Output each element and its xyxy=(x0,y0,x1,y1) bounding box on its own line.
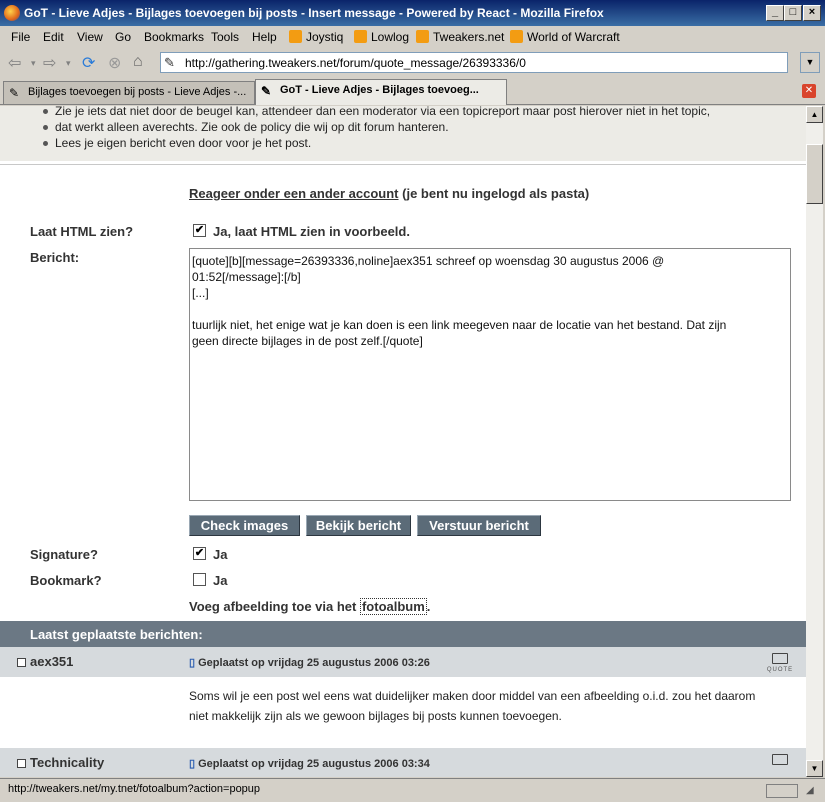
post-date xyxy=(189,757,430,770)
maximize-button[interactable]: □ xyxy=(784,5,802,21)
quote-button[interactable] xyxy=(766,754,794,768)
photo-album-row xyxy=(189,599,430,614)
posting-rules xyxy=(0,106,806,161)
rss-icon xyxy=(510,30,523,43)
tab-label: Bijlages toevoegen bij posts - Lieve Adjes -... xyxy=(28,86,247,98)
menu-go[interactable]: Go xyxy=(115,30,132,44)
preview-message-button[interactable]: Bekijk bericht xyxy=(306,515,411,536)
post-date-text: Geplaatst op vrijdag 25 augustus 2006 03:34 xyxy=(198,758,430,770)
rule-text: Lees je eigen bericht even door voor je het post. xyxy=(55,136,312,150)
bookmark-option-label: Ja xyxy=(213,573,228,588)
html-checkbox[interactable]: ✔ xyxy=(194,224,205,236)
rule-item xyxy=(55,136,311,151)
rule-item-continued xyxy=(55,120,449,135)
tab-bijlages[interactable] xyxy=(3,81,255,104)
signature-option-label: Ja xyxy=(213,547,228,562)
scroll-down-icon[interactable]: ▼ xyxy=(806,760,823,777)
rule-text: Zie je iets dat niet door de beugel kan, attendeer dan een moderator via een topicreport maar post hierover niet in het topic, xyxy=(55,106,711,118)
bookmark-label: Joystiq xyxy=(306,30,344,44)
post-body: Soms wil je een post wel eens wat duidelijker maken door middel van een afbeelding o.i.d. zou het daarom niet makkelijk zijn als we gewoon bijlages bij posts kunnen toevoegen. xyxy=(189,689,756,723)
firefox-icon xyxy=(4,5,20,21)
html-label: Laat HTML zien? xyxy=(30,224,134,239)
recent-posts-title: Laatst geplaatste berichten: xyxy=(30,627,203,642)
bookmark-wow[interactable] xyxy=(510,30,620,44)
account-row xyxy=(189,186,589,201)
menu-view[interactable]: View xyxy=(77,30,103,44)
menu-file[interactable]: File xyxy=(11,30,31,44)
url-text: http://gathering.tweakers.net/forum/quote_message/26393336/0 xyxy=(185,56,526,70)
vertical-scrollbar[interactable] xyxy=(806,106,823,777)
send-message-button[interactable]: Verstuur bericht xyxy=(417,515,541,536)
bookmark-tweakers[interactable] xyxy=(416,30,504,44)
tab-favicon-icon: ✎ xyxy=(9,86,20,100)
collapse-icon[interactable] xyxy=(17,658,26,667)
bookmark-label: World of Warcraft xyxy=(527,30,620,44)
url-bar[interactable] xyxy=(160,52,788,73)
quote-label: QUOTE xyxy=(766,667,794,673)
bookmark-lowlog[interactable] xyxy=(354,30,409,44)
scroll-thumb[interactable] xyxy=(806,144,823,204)
status-panel xyxy=(766,784,798,798)
close-tab-icon[interactable]: ✕ xyxy=(802,84,816,98)
tab-label: GoT - Lieve Adjes - Bijlages toevoeg... xyxy=(280,84,479,96)
html-option-label: Ja, laat HTML zien in voorbeeld. xyxy=(213,224,410,239)
forward-arrow-icon[interactable]: ⇨ xyxy=(43,55,57,72)
bookmark-joystiq[interactable] xyxy=(289,30,343,44)
bookmark-label: Lowlog xyxy=(371,30,410,44)
menu-edit[interactable]: Edit xyxy=(43,30,64,44)
message-label: Bericht: xyxy=(30,250,80,265)
signature-checkbox[interactable]: ✔ xyxy=(194,547,205,559)
tab-favicon-icon: ✎ xyxy=(261,84,272,98)
post-date xyxy=(189,656,430,669)
tab-bar xyxy=(0,79,825,105)
post-author[interactable]: Technicality xyxy=(30,755,105,770)
status-text: http://tweakers.net/my.tnet/fotoalbum?action=popup xyxy=(8,783,261,795)
back-dropdown-icon[interactable]: ▾ xyxy=(31,58,36,68)
album-text: Voeg afbeelding toe via het xyxy=(189,599,357,614)
home-icon[interactable]: ⌂ xyxy=(133,53,143,70)
minimize-button[interactable]: _ xyxy=(766,5,784,21)
quote-icon xyxy=(772,653,788,664)
menu-bookmarks[interactable]: Bookmarks xyxy=(144,30,205,44)
stop-icon[interactable]: ⊗ xyxy=(108,55,122,72)
post-icon: ▯ xyxy=(189,657,196,669)
quote-icon xyxy=(772,754,788,765)
status-bar xyxy=(0,778,825,802)
rule-item xyxy=(55,106,710,119)
album-period: . xyxy=(426,599,431,614)
rss-icon xyxy=(416,30,429,43)
url-dropdown-icon[interactable]: ▼ xyxy=(800,52,820,73)
check-images-button[interactable]: Check images xyxy=(189,515,300,536)
divider xyxy=(0,164,806,165)
bookmark-label: Bookmark? xyxy=(30,573,102,588)
resize-grip-icon[interactable]: ◢ xyxy=(806,785,814,796)
other-account-link[interactable]: Reageer onder een ander account xyxy=(189,186,399,201)
window-titlebar xyxy=(0,0,825,26)
rss-icon xyxy=(289,30,302,43)
back-arrow-icon[interactable]: ⇦ xyxy=(8,55,22,72)
rss-icon xyxy=(354,30,367,43)
close-button[interactable]: × xyxy=(803,5,821,21)
bookmark-label: Tweakers.net xyxy=(433,30,505,44)
photo-album-link[interactable]: fotoalbum xyxy=(361,599,425,614)
signature-label: Signature? xyxy=(30,547,98,562)
post-header xyxy=(0,647,806,677)
site-favicon-icon: ✎ xyxy=(164,55,175,70)
forward-dropdown-icon[interactable]: ▾ xyxy=(66,58,71,68)
scroll-up-icon[interactable]: ▲ xyxy=(806,106,823,123)
reload-icon[interactable]: ⟳ xyxy=(82,55,96,72)
menu-tools[interactable]: Tools xyxy=(211,30,240,44)
collapse-icon[interactable] xyxy=(17,759,26,768)
window-title: GoT - Lieve Adjes - Bijlages toevoegen bij posts - Insert message - Powered by React - Mozilla Firefox xyxy=(24,6,604,20)
post-date-text: Geplaatst op vrijdag 25 augustus 2006 03:26 xyxy=(198,657,430,669)
post-author[interactable]: aex351 xyxy=(30,654,74,669)
menu-help[interactable]: Help xyxy=(252,30,277,44)
post-header xyxy=(0,748,806,777)
post-icon: ▯ xyxy=(189,758,196,770)
tab-insert-message[interactable] xyxy=(255,79,507,105)
bookmark-checkbox[interactable] xyxy=(193,573,206,586)
message-textarea[interactable]: [quote][b][message=26393336,noline]aex351 schreef op woensdag 30 augustus 2006 @ 01:52[/message]:[/b] [...] tuurlijk niet, het enige wat je kan doen is een link meegeven naar de locatie van het bestand. Dat zijn geen directe bijlages in de post zelf.[/quote] xyxy=(189,248,791,501)
page-viewport xyxy=(0,106,806,777)
menu-bar xyxy=(0,27,825,47)
logged-in-note: (je bent nu ingelogd als pasta) xyxy=(402,186,590,201)
recent-posts-header xyxy=(0,621,806,647)
quote-button[interactable] xyxy=(766,653,794,673)
rule-text: dat werkt alleen averechts. Zie ook de policy die wij op dit forum hanteren. xyxy=(55,120,449,134)
